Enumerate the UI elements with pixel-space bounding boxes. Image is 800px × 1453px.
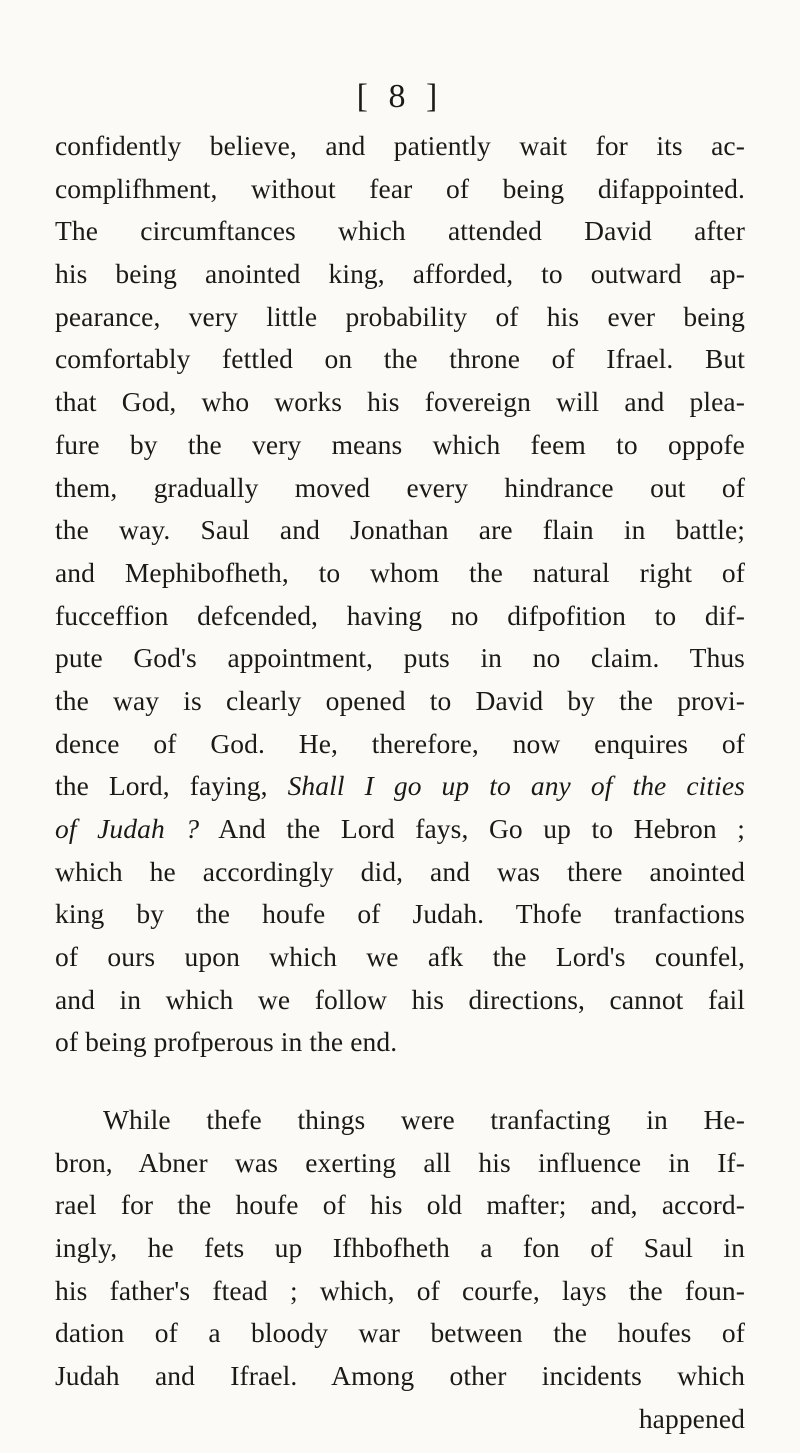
text-line: of Judah ? And the Lord fays, Go up to Hebron ; bbox=[55, 813, 745, 844]
page-number: [ 8 ] bbox=[356, 78, 444, 115]
text-line: complifhment, without fear of being difappointed. bbox=[55, 172, 745, 204]
text-line: of being profperous in the end. bbox=[55, 1026, 398, 1058]
text-line: and in which we follow his directions, cannot fail bbox=[55, 983, 745, 1015]
text-line: the way. Saul and Jonathan are flain in battle; bbox=[55, 514, 745, 546]
text-line: Judah and Ifrael. Among other incidents which bbox=[55, 1360, 745, 1392]
text-line: confidently believe, and patiently wait for its ac- bbox=[55, 130, 745, 161]
text-line: the Lord, faying, Shall I go up to any of the cities bbox=[55, 770, 745, 802]
text-line: of ours upon which we afk the Lord's counfel, bbox=[55, 941, 745, 973]
text-line: the way is clearly opened to David by the provi- bbox=[55, 684, 745, 716]
italic-quote: Shall I go up to any of the cities bbox=[287, 770, 745, 802]
text-line: pute God's appointment, puts in no claim. Thus bbox=[55, 642, 745, 674]
text-line: that God, who works his fovereign will and plea- bbox=[55, 386, 745, 418]
paragraph-1 bbox=[55, 125, 745, 1064]
text-line: fucceffion defcended, having no difpofition to dif- bbox=[55, 599, 745, 631]
text-line: While thefe things were tranfacting in He- bbox=[103, 1104, 745, 1135]
text-line: his father's ftead ; which, of courfe, lays the foun- bbox=[55, 1274, 745, 1306]
italic-quote: of Judah ? bbox=[55, 813, 200, 844]
text-line: rael for the houfe of his old mafter; and, accord- bbox=[55, 1189, 745, 1221]
text-line: his being anointed king, afforded, to outward ap- bbox=[55, 258, 745, 290]
text-line: them, gradually moved every hindrance out of bbox=[55, 471, 745, 503]
text-line: comfortably fettled on the throne of Ifrael. But bbox=[55, 343, 745, 375]
text-line: dation of a bloody war between the houfes of bbox=[55, 1317, 745, 1349]
text-line: pearance, very little probability of his ever being bbox=[55, 300, 745, 332]
text-line: and Mephibofheth, to whom the natural right of bbox=[55, 556, 745, 588]
catchword: happened bbox=[638, 1402, 745, 1434]
text-line: bron, Abner was exerting all his influence in If- bbox=[55, 1146, 745, 1178]
text-line: ingly, he fets up Ifhbofheth a fon of Saul in bbox=[55, 1232, 745, 1264]
text-line: fure by the very means which feem to oppofe bbox=[55, 428, 745, 460]
text-line: dence of God. He, therefore, now enquires of bbox=[55, 727, 745, 759]
paragraph-2 bbox=[55, 1099, 745, 1441]
text-line: The circumftances which attended David after bbox=[55, 215, 745, 247]
text-line: which he accordingly did, and was there anointed bbox=[55, 855, 745, 887]
text-line: king by the houfe of Judah. Thofe tranfactions bbox=[55, 898, 745, 930]
